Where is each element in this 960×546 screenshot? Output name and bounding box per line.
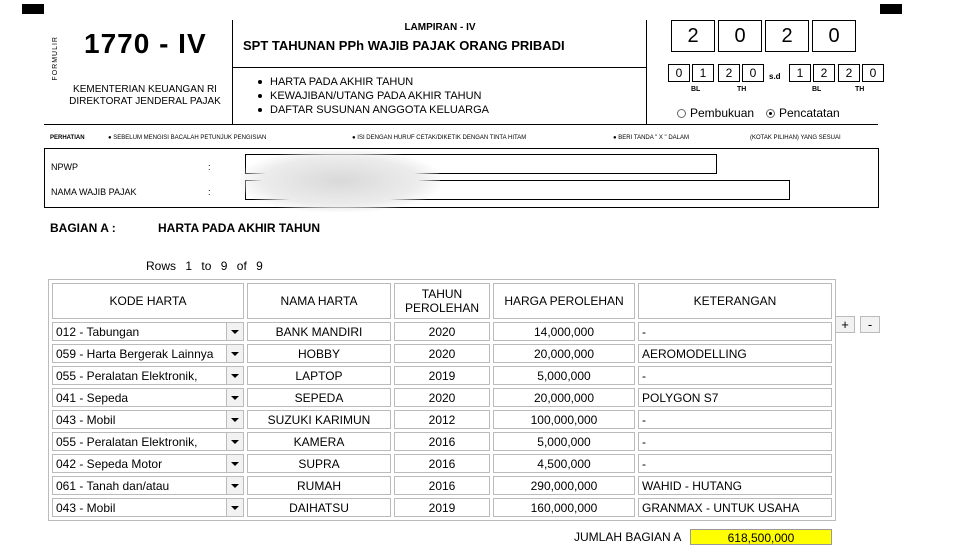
registration-mark-right bbox=[880, 4, 902, 14]
tahun-perolehan-cell-text: 2020 bbox=[428, 390, 456, 405]
pager-from: 1 bbox=[185, 259, 193, 273]
tahun-perolehan-cell[interactable] bbox=[394, 432, 490, 451]
harga-perolehan-cell[interactable] bbox=[493, 410, 635, 429]
nama-harta-cell-text: DAIHATSU bbox=[289, 500, 349, 515]
col-nama-harta: NAMA HARTA bbox=[247, 283, 391, 319]
kode-harta-select-text: 055 - Peralatan Elektronik, bbox=[56, 368, 198, 383]
period-to-digit[interactable]: 1 bbox=[789, 64, 811, 82]
table-row bbox=[52, 498, 832, 517]
ministry-line-1: KEMENTERIAN KEUANGAN RI bbox=[73, 84, 217, 95]
keterangan-cell-text: WAHID - HUTANG bbox=[642, 478, 742, 493]
keterangan-cell-text: - bbox=[642, 368, 646, 383]
radio-pembukuan[interactable] bbox=[677, 106, 754, 120]
keterangan-cell-text: - bbox=[642, 324, 646, 339]
remove-row-button[interactable]: - bbox=[860, 316, 880, 333]
nama-harta-cell-text: BANK MANDIRI bbox=[275, 324, 363, 339]
perhatian-text: (KOTAK PILIHAN) YANG SESUAI bbox=[750, 135, 841, 141]
harga-perolehan-cell-text: 5,000,000 bbox=[537, 434, 591, 449]
registration-mark-left bbox=[22, 4, 44, 14]
nama-harta-cell-text: SUZUKI KARIMUN bbox=[267, 412, 371, 427]
tahun-perolehan-cell-text: 2016 bbox=[428, 456, 456, 471]
keterangan-cell-text: POLYGON S7 bbox=[642, 390, 719, 405]
dropdown-arrow-icon[interactable] bbox=[226, 345, 243, 362]
period-th-label: TH bbox=[855, 86, 865, 93]
pager-to: 9 bbox=[220, 259, 228, 273]
perhatian-item: ● BERI TANDA " X " DALAM bbox=[613, 135, 690, 141]
harga-perolehan-cell-text: 20,000,000 bbox=[533, 390, 595, 405]
total-label: JUMLAH BAGIAN A bbox=[574, 530, 682, 544]
period-from-digit[interactable]: 2 bbox=[718, 64, 740, 82]
perhatian-text: ISI DENGAN HURUF CETAK/DIKETIK DENGAN TINTA HITAM bbox=[357, 135, 527, 141]
kode-harta-select-text: 043 - Mobil bbox=[56, 412, 116, 427]
kode-harta-select-text: 055 - Peralatan Elektronik, bbox=[56, 434, 198, 449]
keterangan-cell[interactable] bbox=[638, 432, 832, 451]
table-row bbox=[52, 388, 832, 407]
kode-harta-select[interactable] bbox=[52, 322, 244, 341]
tax-year-digit[interactable]: 2 bbox=[671, 20, 715, 52]
nama-harta-cell-text: RUMAH bbox=[297, 478, 341, 493]
kode-harta-select-text: 041 - Sepeda bbox=[56, 390, 129, 405]
tahun-perolehan-cell[interactable] bbox=[394, 322, 490, 341]
kode-harta-select[interactable] bbox=[52, 366, 244, 385]
pager-to-label: to bbox=[201, 259, 212, 273]
col-tahun-text: TAHUN PEROLEHAN bbox=[404, 287, 480, 315]
ministry-line-2: DIREKTORAT JENDERAL PAJAK bbox=[69, 96, 221, 107]
pager-total: 9 bbox=[256, 259, 263, 273]
tahun-perolehan-cell[interactable] bbox=[394, 410, 490, 429]
name-colon: : bbox=[208, 187, 211, 197]
keterangan-cell[interactable] bbox=[638, 322, 832, 341]
dropdown-arrow-icon[interactable] bbox=[226, 323, 243, 340]
dropdown-arrow-icon[interactable] bbox=[226, 367, 243, 384]
perhatian-item bbox=[750, 135, 841, 141]
harga-perolehan-cell[interactable] bbox=[493, 454, 635, 473]
nama-harta-cell[interactable] bbox=[247, 344, 391, 363]
harga-perolehan-cell[interactable] bbox=[493, 366, 635, 385]
radio-circle-icon[interactable] bbox=[677, 109, 686, 118]
nama-harta-cell[interactable] bbox=[247, 498, 391, 517]
bullet-item bbox=[258, 89, 481, 103]
tax-year-digit[interactable]: 2 bbox=[765, 20, 809, 52]
nama-harta-cell-text: KAMERA bbox=[293, 434, 345, 449]
tahun-perolehan-cell-text: 2012 bbox=[428, 412, 456, 427]
nama-harta-cell-text: SUPRA bbox=[298, 456, 340, 471]
bullet-icon bbox=[258, 94, 262, 98]
tahun-perolehan-cell-text: 2020 bbox=[428, 346, 456, 361]
bullet-text: DAFTAR SUSUNAN ANGGOTA KELUARGA bbox=[270, 104, 490, 116]
tahun-perolehan-cell[interactable] bbox=[394, 476, 490, 495]
kode-harta-select-text: 043 - Mobil bbox=[56, 500, 116, 515]
tahun-perolehan-cell[interactable] bbox=[394, 366, 490, 385]
period-bl-label: BL bbox=[691, 86, 701, 93]
keterangan-cell[interactable] bbox=[638, 454, 832, 473]
radio-pencatatan[interactable] bbox=[766, 106, 840, 120]
col-kode-harta: KODE HARTA bbox=[52, 283, 244, 319]
perhatian-text: SEBELUM MENGISI BACALAH PETUNJUK PENGISIAN bbox=[113, 135, 267, 141]
identity-frame-top bbox=[44, 148, 879, 149]
bullet-icon bbox=[258, 108, 262, 112]
identity-frame-left bbox=[44, 148, 45, 208]
harga-perolehan-cell[interactable] bbox=[493, 388, 635, 407]
table-row bbox=[52, 366, 832, 385]
name-label: NAMA WAJIB PAJAK bbox=[51, 187, 137, 197]
pager-label: Rows bbox=[146, 259, 177, 273]
radio-selected-icon[interactable] bbox=[766, 109, 775, 118]
kode-harta-select-text: 059 - Harta Bergerak Lainnya bbox=[56, 346, 214, 361]
keterangan-cell-text: - bbox=[642, 412, 646, 427]
nama-harta-cell[interactable] bbox=[247, 454, 391, 473]
table-row bbox=[52, 410, 832, 429]
dropdown-arrow-icon[interactable] bbox=[226, 499, 243, 516]
nama-harta-cell-text: LAPTOP bbox=[295, 368, 343, 383]
harga-perolehan-cell-text: 4,500,000 bbox=[537, 456, 591, 471]
tahun-perolehan-cell-text: 2019 bbox=[428, 368, 456, 383]
nama-harta-cell[interactable] bbox=[247, 476, 391, 495]
kode-harta-select[interactable] bbox=[52, 498, 244, 517]
nama-harta-cell[interactable] bbox=[247, 388, 391, 407]
period-to-digit[interactable]: 0 bbox=[862, 64, 884, 82]
tahun-perolehan-cell[interactable] bbox=[394, 454, 490, 473]
kode-harta-select[interactable] bbox=[52, 388, 244, 407]
ministry-name bbox=[62, 84, 228, 108]
dropdown-arrow-icon[interactable] bbox=[226, 477, 243, 494]
col-keterangan: KETERANGAN bbox=[638, 283, 832, 319]
col-tahun-perolehan bbox=[394, 283, 490, 319]
dropdown-arrow-icon[interactable] bbox=[226, 433, 243, 450]
keterangan-cell-text: AEROMODELLING bbox=[642, 346, 747, 361]
tahun-perolehan-cell-text: 2019 bbox=[428, 500, 456, 515]
add-row-button[interactable]: + bbox=[835, 316, 855, 333]
keterangan-cell[interactable] bbox=[638, 410, 832, 429]
radio-label: Pembukuan bbox=[690, 106, 755, 120]
col-harga-perolehan: HARGA PEROLEHAN bbox=[493, 283, 635, 319]
assets-table bbox=[48, 279, 836, 521]
header-title-underline bbox=[232, 67, 646, 68]
tahun-perolehan-cell-text: 2016 bbox=[428, 478, 456, 493]
tahun-perolehan-cell[interactable] bbox=[394, 388, 490, 407]
harga-perolehan-cell[interactable] bbox=[493, 432, 635, 451]
nama-harta-cell-text: SEPEDA bbox=[294, 390, 344, 405]
period-bl-label: BL bbox=[812, 86, 822, 93]
table-body bbox=[52, 322, 832, 517]
radio-label: Pencatatan bbox=[779, 106, 840, 120]
pager-of-label: of bbox=[236, 259, 247, 273]
tahun-perolehan-cell-text: 2020 bbox=[428, 324, 456, 339]
period-th-label: TH bbox=[737, 86, 747, 93]
kode-harta-select-text: 012 - Tabungan bbox=[56, 324, 140, 339]
harga-perolehan-cell-text: 20,000,000 bbox=[533, 346, 595, 361]
bullet-item bbox=[258, 103, 489, 117]
lampiran-label: LAMPIRAN - IV bbox=[404, 22, 476, 33]
harga-perolehan-cell-text: 100,000,000 bbox=[530, 412, 598, 427]
harga-perolehan-cell-text: 14,000,000 bbox=[533, 324, 595, 339]
form-title: SPT TAHUNAN PPh WAJIB PAJAK ORANG PRIBADI bbox=[243, 38, 565, 53]
kode-harta-select[interactable] bbox=[52, 344, 244, 363]
dropdown-arrow-icon[interactable] bbox=[226, 411, 243, 428]
keterangan-cell-text: GRANMAX - UNTUK USAHA bbox=[642, 500, 800, 515]
pager bbox=[146, 259, 269, 273]
total-value: 618,500,000 bbox=[690, 529, 832, 545]
harga-perolehan-cell[interactable] bbox=[493, 498, 635, 517]
nama-harta-cell[interactable] bbox=[247, 432, 391, 451]
section-label: BAGIAN A : bbox=[50, 221, 116, 235]
formulir-label: FORMULIR bbox=[52, 36, 59, 81]
harga-perolehan-cell-text: 5,000,000 bbox=[537, 368, 591, 383]
period-from-digit[interactable]: 1 bbox=[692, 64, 714, 82]
keterangan-cell[interactable] bbox=[638, 476, 832, 495]
tahun-perolehan-cell[interactable] bbox=[394, 344, 490, 363]
keterangan-cell-text: - bbox=[642, 434, 646, 449]
nama-harta-cell-text: HOBBY bbox=[297, 346, 340, 361]
keterangan-cell-text: - bbox=[642, 456, 646, 471]
harga-perolehan-cell[interactable] bbox=[493, 322, 635, 341]
harga-perolehan-cell[interactable] bbox=[493, 344, 635, 363]
header-divider-right bbox=[646, 20, 647, 124]
redaction-blur bbox=[240, 150, 440, 212]
keterangan-cell[interactable] bbox=[638, 498, 832, 517]
nama-harta-cell[interactable] bbox=[247, 366, 391, 385]
npwp-label: NPWP bbox=[51, 162, 78, 172]
section-title: HARTA PADA AKHIR TAHUN bbox=[158, 221, 320, 235]
table-header-row bbox=[52, 283, 832, 319]
kode-harta-select[interactable] bbox=[52, 410, 244, 429]
perhatian-item: ● ISI DENGAN HURUF CETAK/DIKETIK DENGAN TINTA HITAM bbox=[352, 135, 527, 141]
nama-harta-cell[interactable] bbox=[247, 410, 391, 429]
perhatian-label: PERHATIAN bbox=[50, 135, 85, 141]
table-row bbox=[52, 476, 832, 495]
period-from-digit[interactable]: 0 bbox=[668, 64, 690, 82]
npwp-colon: : bbox=[208, 162, 211, 172]
period-sd-label: s.d bbox=[769, 72, 781, 81]
bullet-text: KEWAJIBAN/UTANG PADA AKHIR TAHUN bbox=[270, 90, 482, 102]
table-row bbox=[52, 454, 832, 473]
dropdown-arrow-icon[interactable] bbox=[226, 389, 243, 406]
identity-frame-bottom bbox=[44, 207, 879, 208]
tax-year-digit[interactable]: 0 bbox=[812, 20, 856, 52]
nama-harta-cell[interactable] bbox=[247, 322, 391, 341]
harga-perolehan-cell[interactable] bbox=[493, 476, 635, 495]
period-from-digit[interactable]: 0 bbox=[742, 64, 764, 82]
kode-harta-select-text: 042 - Sepeda Motor bbox=[56, 456, 163, 471]
tahun-perolehan-cell-text: 2016 bbox=[428, 434, 456, 449]
period-to-digit[interactable]: 2 bbox=[838, 64, 860, 82]
perhatian-text: BERI TANDA " X " DALAM bbox=[618, 135, 690, 141]
keterangan-cell[interactable] bbox=[638, 366, 832, 385]
kode-harta-select-text: 061 - Tanah dan/atau bbox=[56, 478, 170, 493]
kode-harta-select[interactable] bbox=[52, 454, 244, 473]
bullet-item bbox=[258, 75, 413, 89]
table-row bbox=[52, 344, 832, 363]
bullet-text: HARTA PADA AKHIR TAHUN bbox=[270, 76, 414, 88]
tahun-perolehan-cell[interactable] bbox=[394, 498, 490, 517]
harga-perolehan-cell-text: 290,000,000 bbox=[530, 478, 598, 493]
harga-perolehan-cell-text: 160,000,000 bbox=[530, 500, 598, 515]
keterangan-cell[interactable] bbox=[638, 344, 832, 363]
kode-harta-select[interactable] bbox=[52, 432, 244, 451]
table-row bbox=[52, 432, 832, 451]
perhatian-item: ● SEBELUM MENGISI BACALAH PETUNJUK PENGISIAN bbox=[108, 135, 267, 141]
tax-year-digit[interactable]: 0 bbox=[718, 20, 762, 52]
period-to-digit[interactable]: 2 bbox=[813, 64, 835, 82]
table-row bbox=[52, 322, 832, 341]
dropdown-arrow-icon[interactable] bbox=[226, 455, 243, 472]
kode-harta-select[interactable] bbox=[52, 476, 244, 495]
keterangan-cell[interactable] bbox=[638, 388, 832, 407]
header-bottom-line bbox=[44, 124, 878, 125]
header-divider-left bbox=[232, 20, 233, 124]
bullet-icon bbox=[258, 80, 262, 84]
form-number: 1770 - IV bbox=[84, 28, 207, 59]
identity-frame-right bbox=[878, 148, 879, 208]
